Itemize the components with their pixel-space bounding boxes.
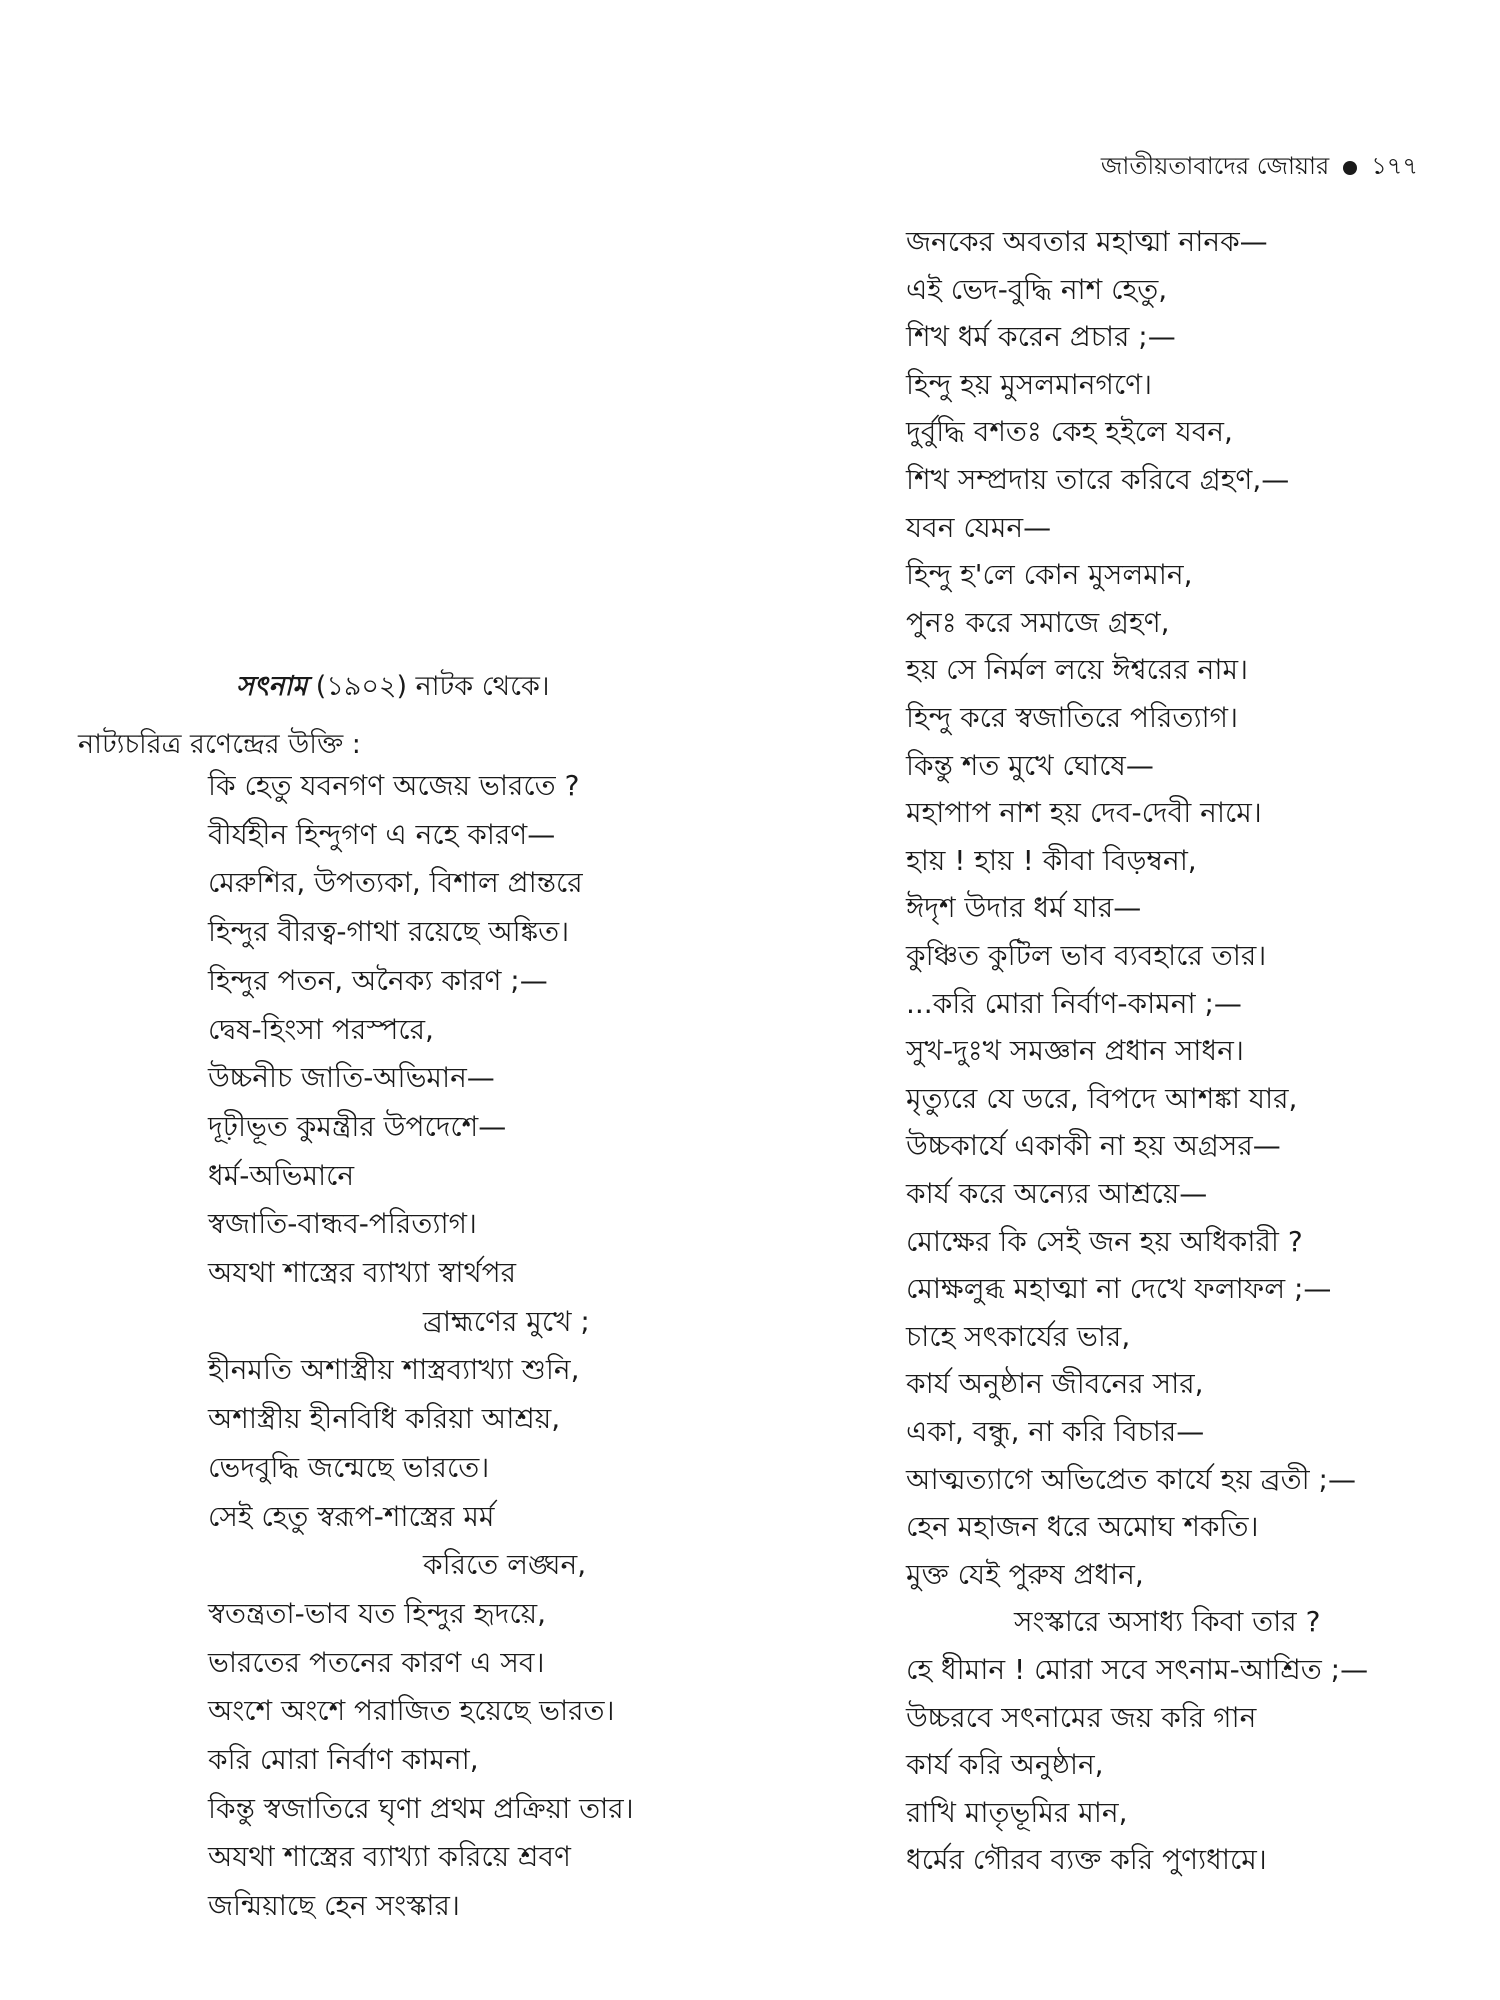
verse-line: কার্য অনুষ্ঠান জীবনের সার, <box>906 1367 1204 1401</box>
verse-line: শিখ সম্প্রদায় তারে করিবে গ্রহণ,— <box>906 463 1290 496</box>
verse-line: উচ্চরবে সৎনামের জয় করি গান <box>906 1700 1257 1734</box>
verse-line: ভেদবুদ্ধি জন্মেছে ভারতে। <box>208 1450 490 1484</box>
verse-line: অংশে অংশে পরাজিত হয়েছে ভারত। <box>208 1694 615 1728</box>
verse-line: করি মোরা নির্বাণ কামনা, <box>208 1743 479 1776</box>
verse-line: ঈদৃশ উদার ধর্ম যার— <box>906 891 1142 925</box>
verse-line: উচ্চকার্যে একাকী না হয় অগ্রসর— <box>906 1129 1281 1163</box>
verse-line: অযথা শাস্ত্রের ব্যাখ্যা স্বার্থপর <box>208 1256 517 1289</box>
verse-line: মৃত্যুরে যে ডরে, বিপদে আশঙ্কা যার, <box>906 1081 1298 1115</box>
verse-line: উচ্চনীচ জাতি-অভিমান— <box>208 1061 495 1095</box>
verse-line: জন্মিয়াছে হেন সংস্কার। <box>208 1889 460 1923</box>
play-title: সৎনাম <box>236 671 308 702</box>
verse-line: শিখ ধর্ম করেন প্রচার ;— <box>906 320 1176 354</box>
verse-line: ...করি মোরা নির্বাণ-কামনা ;— <box>906 986 1242 1020</box>
verse-line: সুখ-দুঃখ সমজ্ঞান প্রধান সাধন। <box>906 1034 1244 1068</box>
verse-line: হিন্দু হ'লে কোন মুসলমান, <box>906 558 1193 592</box>
verse-line: কার্য করি অনুষ্ঠান, <box>906 1748 1104 1782</box>
verse-line: হিন্দু করে স্বজাতিরে পরিত্যাগ। <box>906 701 1239 734</box>
verse-line: স্বজাতি-বান্ধব-পরিত্যাগ। <box>208 1207 477 1241</box>
verse-line: ব্রাহ্মণের মুখে ; <box>423 1304 590 1338</box>
verse-line: সংস্কারে অসাধ্য কিবা তার ? <box>1014 1605 1321 1639</box>
page-number: ১৭৭ <box>1371 152 1418 180</box>
verse-line: মুক্ত যেই পুরুষ প্রধান, <box>906 1557 1144 1591</box>
verse-line: সেই হেতু স্বরূপ-শাস্ত্রের মর্ম <box>208 1499 495 1533</box>
caption-rest: (১৯০২) নাটক থেকে। <box>307 671 550 702</box>
verse-line: এই ভেদ-বুদ্ধি নাশ হেতু, <box>906 272 1168 306</box>
verse-line: হিন্দুর পতন, অনৈক্য কারণ ;— <box>208 963 548 997</box>
source-caption <box>236 666 550 711</box>
verse-line: কুঞ্চিত কুটিল ভাব ব্যবহারে তার। <box>906 939 1267 972</box>
verse-line: হায় ! হায় ! কীবা বিড়ম্বনা, <box>906 843 1197 877</box>
verse-line: মোক্ষলুব্ধ মহাত্মা না দেখে ফলাফল ;— <box>906 1272 1332 1306</box>
verse-line: হীনমতি অশাস্ত্রীয় শাস্ত্রব্যাখ্যা শুনি, <box>208 1353 580 1387</box>
verse-line: মোক্ষের কি সেই জন হয় অধিকারী ? <box>906 1224 1303 1258</box>
verse-line: একা, বন্ধু, না করি বিচার— <box>906 1415 1205 1448</box>
running-header <box>1101 148 1418 188</box>
verse-line: কিন্তু স্বজাতিরে ঘৃণা প্রথম প্রক্রিয়া তার। <box>208 1791 634 1825</box>
verse-line: আত্মত্যাগে অভিপ্রেত কার্যে হয় ব্রতী ;— <box>906 1462 1356 1496</box>
verse-line: রাখি মাতৃভূমির মান, <box>906 1795 1128 1829</box>
verse-line: করিতে লঙ্ঘন, <box>423 1548 587 1582</box>
verse-line: জনকের অবতার মহাত্মা নানক— <box>906 225 1268 258</box>
verse-line: ধর্মের গৌরব ব্যক্ত করি পুণ্যধামে। <box>906 1843 1267 1877</box>
verse-line: দূঢ়ীভূত কুমন্ত্রীর উপদেশে— <box>208 1109 507 1143</box>
verse-line: পুনঃ করে সমাজে গ্রহণ, <box>906 605 1170 639</box>
speaker-label: নাট্যচরিত্র রণেন্দ্রের উক্তি : <box>78 729 361 760</box>
verse-line: দ্বেষ-হিংসা পরস্পরে, <box>208 1012 434 1046</box>
verse-line: হিন্দু হয় মুসলমানগণে। <box>906 367 1153 401</box>
verse-line: ভারতের পতনের কারণ এ সব। <box>208 1645 545 1679</box>
verse-line: স্বতন্ত্রতা-ভাব যত হিন্দুর হৃদয়ে, <box>208 1596 547 1630</box>
verse-line: কার্য করে অন্যের আশ্রয়ে— <box>906 1177 1208 1210</box>
verse-line: বীর্যহীন হিন্দুগণ এ নহে কারণ— <box>208 817 556 851</box>
verse-line: দুর্বুদ্ধি বশতঃ কেহ হইলে যবন, <box>906 415 1233 449</box>
verse-line: ধর্ম-অভিমানে <box>208 1158 355 1192</box>
verse-line: অশাস্ত্রীয় হীনবিধি করিয়া আশ্রয়, <box>208 1402 561 1436</box>
verse-line: চাহে সৎকার্যের ভার, <box>906 1319 1131 1353</box>
verse-line: হেন মহাজন ধরে অমোঘ শকতি। <box>906 1510 1259 1544</box>
verse-line: অযথা শাস্ত্রের ব্যাখ্যা করিয়ে শ্রবণ <box>208 1840 571 1874</box>
verse-line: কিন্তু শত মুখে ঘোষে— <box>906 748 1154 782</box>
verse-line: হয় সে নির্মল লয়ে ঈশ্বরের নাম। <box>906 653 1249 687</box>
running-title: জাতীয়তাবাদের জোয়ার <box>1100 152 1330 180</box>
verse-line: হিন্দুর বীরত্ব-গাথা রয়েছে অঙ্কিত। <box>208 915 570 949</box>
verse-line: মহাপাপ নাশ হয় দেব-দেবী নামে। <box>906 796 1262 830</box>
bullet-icon <box>1343 161 1357 175</box>
verse-line: হে ধীমান ! মোরা সবে সৎনাম-আশ্রিত ;— <box>906 1653 1369 1686</box>
verse-line: কি হেতু যবনগণ অজেয় ভারতে ? <box>208 769 580 802</box>
verse-line: যবন যেমন— <box>906 510 1052 544</box>
verse-line: মেরুশির, উপত্যকা, বিশাল প্রান্তরে <box>208 866 583 900</box>
